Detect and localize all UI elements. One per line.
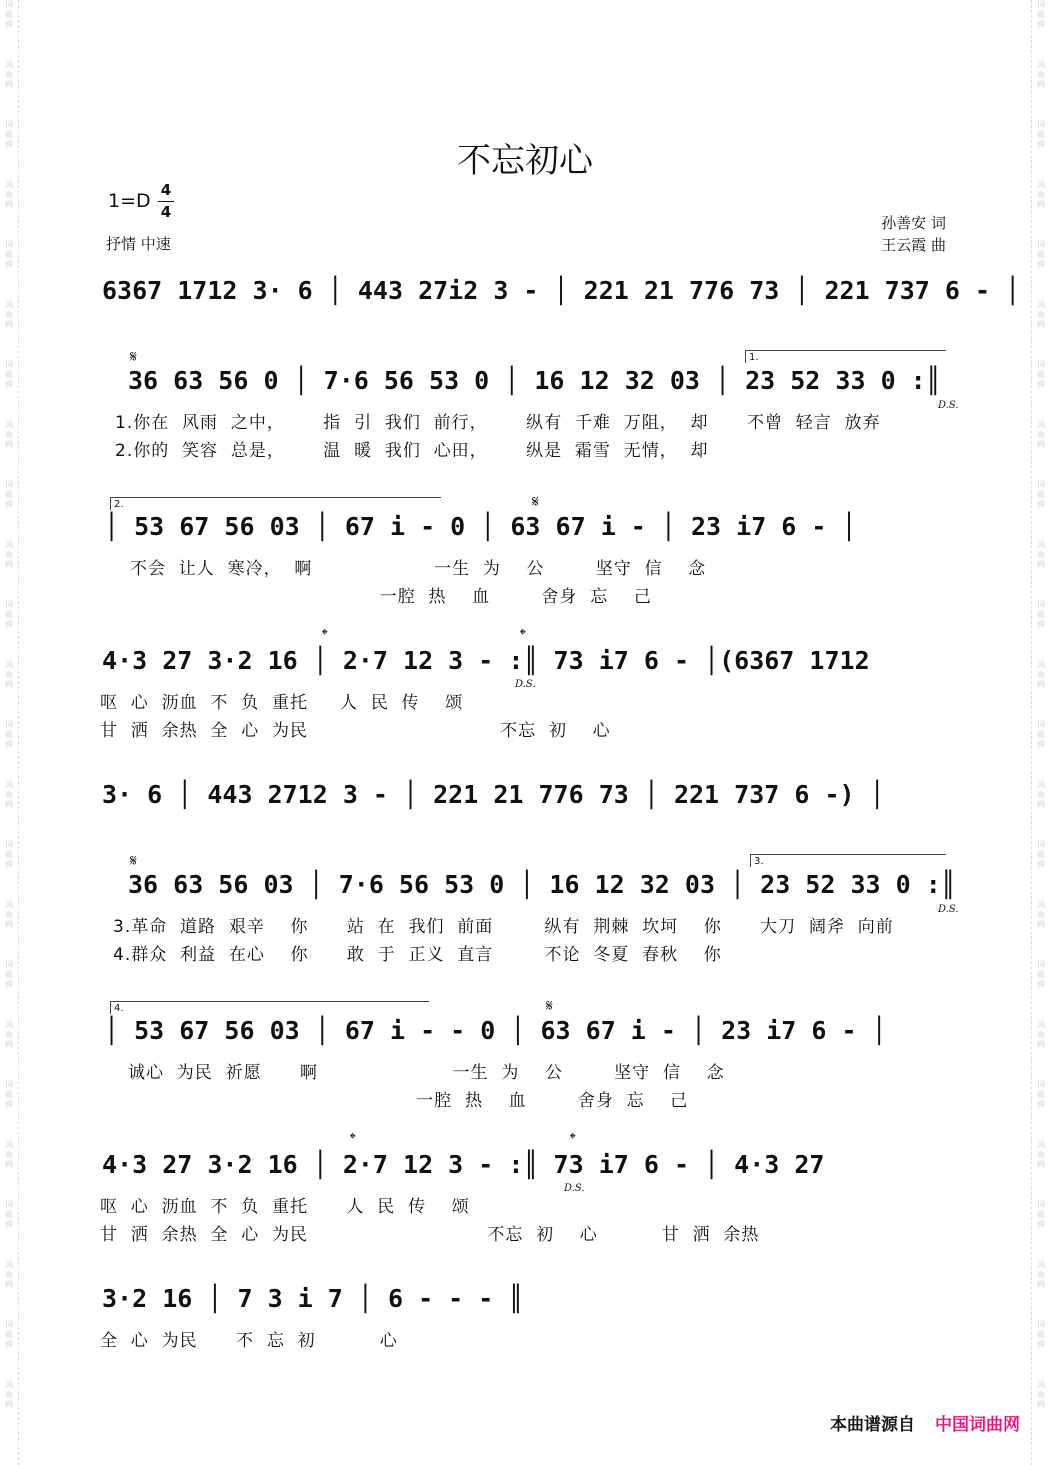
time-signature-bottom: 4 [160,203,172,221]
watermark-text: 词 曲 网 [1037,600,1045,629]
score-line-8: 4·3 27 3·2 16 │ 2·7 12 3 - :║ 73 i7 6 - │ 4·3 27 [102,1150,825,1179]
lyrics-line: 诚心 为民 祈愿 啊 一生 为 公 坚守 信 念 [128,1063,725,1083]
time-signature [158,181,174,222]
volta-label: 3. [754,856,764,867]
watermark-text: 词 曲 网 [1037,960,1045,989]
watermark-text: 词 曲 网 [5,120,13,149]
watermark-text: 词 曲 网 [1037,60,1045,89]
lyrics-line: 2.你的 笑容 总是， 温 暖 我们 心田， 纵是 霜雪 无情， 却 [115,441,709,461]
watermark-text: 词 曲 网 [5,300,13,329]
score-line-9: 3·2 16 │ 7 3 i 7 │ 6 - - - ║ [102,1284,524,1313]
score-line-1: 6367 1712 3· 6 │ 443 27i2 3 - │ 221 21 776 73 │ 221 737 6 - │ [102,276,1021,305]
volta-label: 1. [749,352,759,363]
score-line-6: 36 63 56 03 │ 7·6 56 53 0 │ 16 12 32 03 │ 23 52 33 0 :║ [128,870,956,899]
watermark-text: 词 曲 网 [5,960,13,989]
watermark-text: 词 曲 网 [5,540,13,569]
source-brand[interactable]: 中国词曲网 [935,1415,1020,1435]
lyricist: 孙善安 词 [881,214,946,232]
coda-mark: 𝄌 [322,625,328,644]
volta-label: 4. [114,1003,124,1014]
watermark-text: 词 曲 网 [5,780,13,809]
segno-mark: 𝄋 [546,996,553,1015]
watermark-text: 词 曲 网 [1037,300,1045,329]
watermark-text: 词 曲 网 [5,1380,13,1409]
watermark-text: 词 曲 网 [5,1200,13,1229]
watermark-text: 词 曲 网 [1037,780,1045,809]
lyrics-line: 不会 让人 寒冷， 啊 一生 为 公 坚守 信 念 [130,559,707,579]
lyrics-line: 甘 洒 余热 全 心 为民 不忘 初 心 甘 洒 余热 [100,1225,760,1245]
lyrics-line: 4.群众 利益 在心 你 敢 于 正义 直言 不论 冬夏 春秋 你 [113,945,722,965]
watermark-text: 词 曲 网 [5,600,13,629]
watermark-text: 词 曲 网 [1037,840,1045,869]
watermark-text: 词 曲 网 [1037,360,1045,389]
watermark-text: 词 曲 网 [1037,1080,1045,1109]
watermark-text: 词 曲 网 [1037,1020,1045,1049]
watermark-text: 词 曲 网 [5,900,13,929]
watermark-text: 词 曲 网 [1037,1380,1045,1409]
lyrics-line: 呕 心 沥血 不 负 重托 人 民 传 颂 [100,1197,470,1217]
score-line-2: 36 63 56 0 │ 7·6 56 53 0 │ 16 12 32 03 │ 23 52 33 0 :║ [128,366,941,395]
watermark-text: 词 曲 网 [1037,0,1045,29]
lyrics-line: 全 心 为民 不 忘 初 心 [100,1331,398,1351]
coda-mark: 𝄌 [520,625,526,644]
watermark-text: 词 曲 网 [5,240,13,269]
watermark-text: 词 曲 网 [5,1260,13,1289]
song-title: 不忘初心 [457,141,593,181]
volta-4 [110,1001,429,1014]
watermark-text: 词 曲 网 [5,0,13,29]
watermark-text: 词 曲 网 [5,1320,13,1349]
watermark-text: 词 曲 网 [5,1140,13,1169]
watermark-text: 词 曲 网 [1037,180,1045,209]
watermark-text: 词 曲 网 [5,1080,13,1109]
watermark-text: 词 曲 网 [5,60,13,89]
lyrics-line: 甘 洒 余热 全 心 为民 不忘 初 心 [100,721,611,741]
composer: 王云霞 曲 [881,236,946,254]
score-line-7: │ 53 67 56 03 │ 67 i - - 0 │ 63 67 i - │ 23 i7 6 - │ [104,1016,887,1045]
watermark-text: 词 曲 网 [1037,660,1045,689]
key-signature: 1=D [108,190,151,212]
watermark-text: 词 曲 网 [1037,120,1045,149]
volta-2 [110,497,441,510]
tempo-marking: 抒情 中速 [106,235,171,253]
watermark-text: 词 曲 网 [1037,480,1045,509]
lyrics-line: 一腔 热 血 舍身 忘 己 [128,1091,689,1111]
score-line-3: │ 53 67 56 03 │ 67 i - 0 │ 63 67 i - │ 23 i7 6 - │ [104,512,857,541]
source-label: 本曲谱源自 [830,1415,915,1435]
watermark-text: 词 曲 网 [1037,540,1045,569]
volta-label: 2. [114,499,124,510]
left-watermark-strip [0,0,19,1465]
lyrics-line: 一腔 热 血 舍身 忘 己 [130,587,652,607]
coda-mark: 𝄌 [350,1129,356,1148]
volta-3 [750,854,946,867]
time-signature-top: 4 [160,181,172,199]
score-line-5: 3· 6 │ 443 2712 3 - │ 221 21 776 73 │ 221 737 6 -) │ [102,780,885,809]
ds-mark: D.S. [564,1183,585,1194]
ds-mark: D.S. [515,679,536,690]
watermark-text: 词 曲 网 [5,180,13,209]
watermark-text: 词 曲 网 [1037,1260,1045,1289]
watermark-text: 词 曲 网 [1037,240,1045,269]
watermark-text: 词 曲 网 [1037,1140,1045,1169]
right-watermark-strip [1031,0,1050,1465]
lyrics-line: 3.革命 道路 艰辛 你 站 在 我们 前面 纵有 荆棘 坎坷 你 大刀 阔斧 向前 [113,917,894,937]
watermark-text: 词 曲 网 [1037,1320,1045,1349]
watermark-text: 词 曲 网 [1037,900,1045,929]
watermark-text: 词 曲 网 [5,360,13,389]
watermark-text: 词 曲 网 [5,420,13,449]
watermark-text: 词 曲 网 [1037,420,1045,449]
watermark-text: 词 曲 网 [1037,720,1045,749]
volta-1 [745,350,946,363]
watermark-text: 词 曲 网 [5,480,13,509]
ds-mark: D.S. [938,400,959,411]
source-credit [830,1410,1020,1435]
coda-mark: 𝄌 [570,1129,576,1148]
lyrics-line: 1.你在 风雨 之中， 指 引 我们 前行， 纵有 千难 万阻， 却 不曾 轻言 放弃 [115,413,881,433]
lyrics-line: 呕 心 沥血 不 负 重托 人 民 传 颂 [100,693,464,713]
score-line-4: 4·3 27 3·2 16 │ 2·7 12 3 - :║ 73 i7 6 - │(6367 1712 [102,646,870,675]
watermark-text: 词 曲 网 [5,1020,13,1049]
segno-mark: 𝄋 [130,347,137,366]
watermark-text: 词 曲 网 [5,660,13,689]
watermark-text: 词 曲 网 [5,840,13,869]
watermark-text: 词 曲 网 [1037,1200,1045,1229]
segno-mark: 𝄋 [130,851,137,870]
ds-mark: D.S. [938,904,959,915]
watermark-text: 词 曲 网 [5,720,13,749]
segno-mark: 𝄋 [532,492,539,511]
time-signature-line [158,201,174,202]
